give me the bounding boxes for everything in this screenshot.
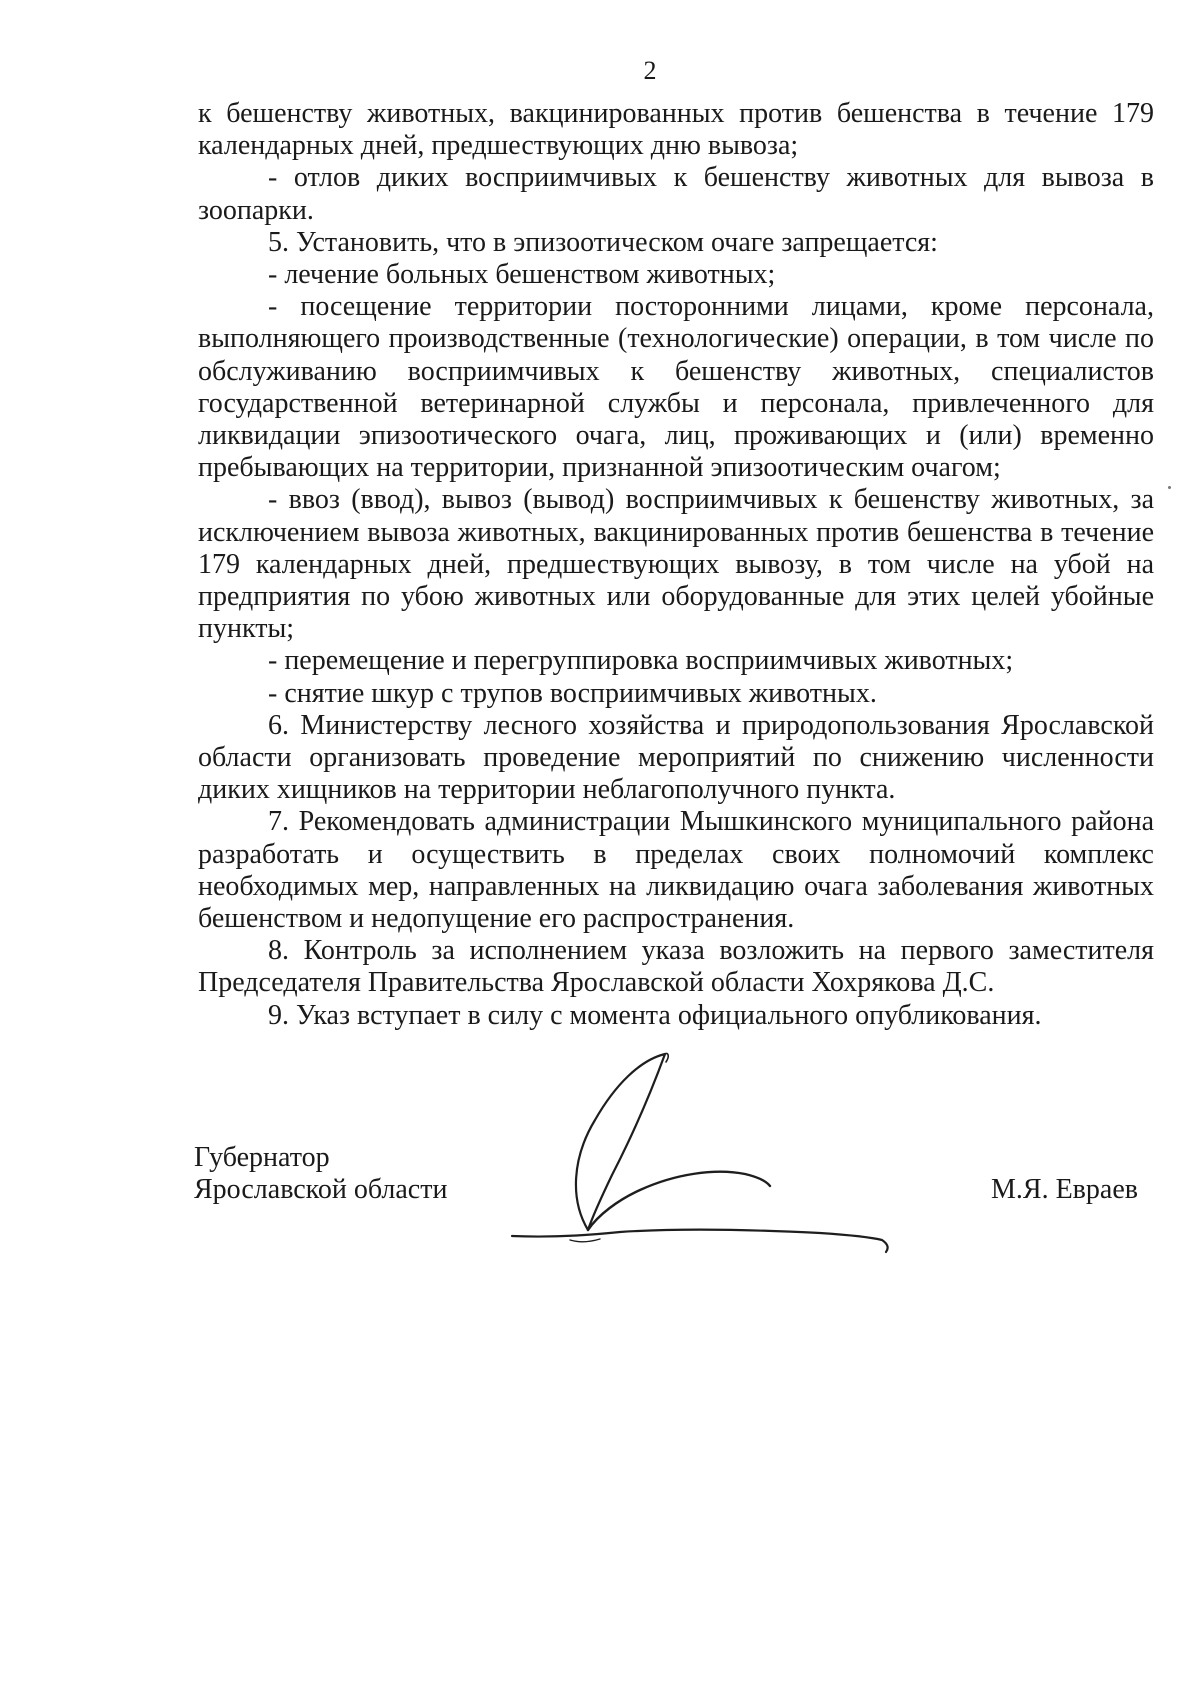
paragraph-movement-ban: - перемещение и перегруппировка восприимчивых животных; — [268, 645, 1014, 677]
paragraph-import-export-ban: - ввоз (ввод), вывоз (вывод) восприимчивых к бешенству животных, за исключением вывоза животных, вакцинированных против бешенства в течение 179 календарных дней, предшествующих вывозу, в том числе на убой на предприятия по убою животных или оборудованные для этих целей убойные пункты; — [198, 484, 1154, 645]
scan-speck — [1168, 486, 1171, 489]
paragraph-item-9: 9. Указ вступает в силу с момента официального опубликования. — [268, 999, 1042, 1031]
handwritten-signature-icon — [500, 1040, 920, 1270]
paragraph-skinning-ban: - снятие шкур с трупов восприимчивых животных. — [268, 677, 877, 709]
paragraph-visit-ban: - посещение территории посторонними лицами, кроме персонала, выполняющего производственные (технологические) операции, в том числе по обслуживанию восприимчивых к бешенству животных, специалистов государственной ветеринарной службы и персонала, привлеченного для ликвидации эпизоотического очага, лиц, проживающих и (или) временно пребывающих на территории, признанной эпизоотическим очагом; — [198, 291, 1154, 484]
paragraph-treatment-ban: - лечение больных бешенством животных; — [268, 259, 776, 291]
paragraph-capture-for-zoos: - отлов диких восприимчивых к бешенству животных для вывоза в зоопарки. — [198, 162, 1154, 226]
signer-position — [194, 1142, 447, 1206]
signer-position-line1: Губернатор — [194, 1142, 330, 1173]
paragraph-item-8: 8. Контроль за исполнением указа возложить на первого заместителя Председателя Правительства Ярославской области Хохрякова Д.С. — [198, 935, 1154, 999]
signer-name: М.Я. Евраев — [991, 1174, 1138, 1205]
paragraph-continuation: к бешенству животных, вакцинированных против бешенства в течение 179 календарных дней, предшествующих дню вывоза; — [198, 98, 1154, 162]
paragraph-item-6: 6. Министерству лесного хозяйства и природопользования Ярославской области организовать проведение мероприятий по снижению численности диких хищников на территории неблагополучного пункта. — [198, 709, 1154, 806]
signer-position-line2: Ярославской области — [194, 1174, 448, 1205]
paragraph-item-5: 5. Установить, что в эпизоотическом очаге запрещается: — [268, 226, 938, 258]
page-number: 2 — [643, 56, 657, 85]
paragraph-item-7: 7. Рекомендовать администрации Мышкинского муниципального района разработать и осуществить в пределах своих полномочий комплекс необходимых мер, направленных на ликвидацию очага заболевания животных бешенством и недопущение его распространения. — [198, 806, 1154, 935]
